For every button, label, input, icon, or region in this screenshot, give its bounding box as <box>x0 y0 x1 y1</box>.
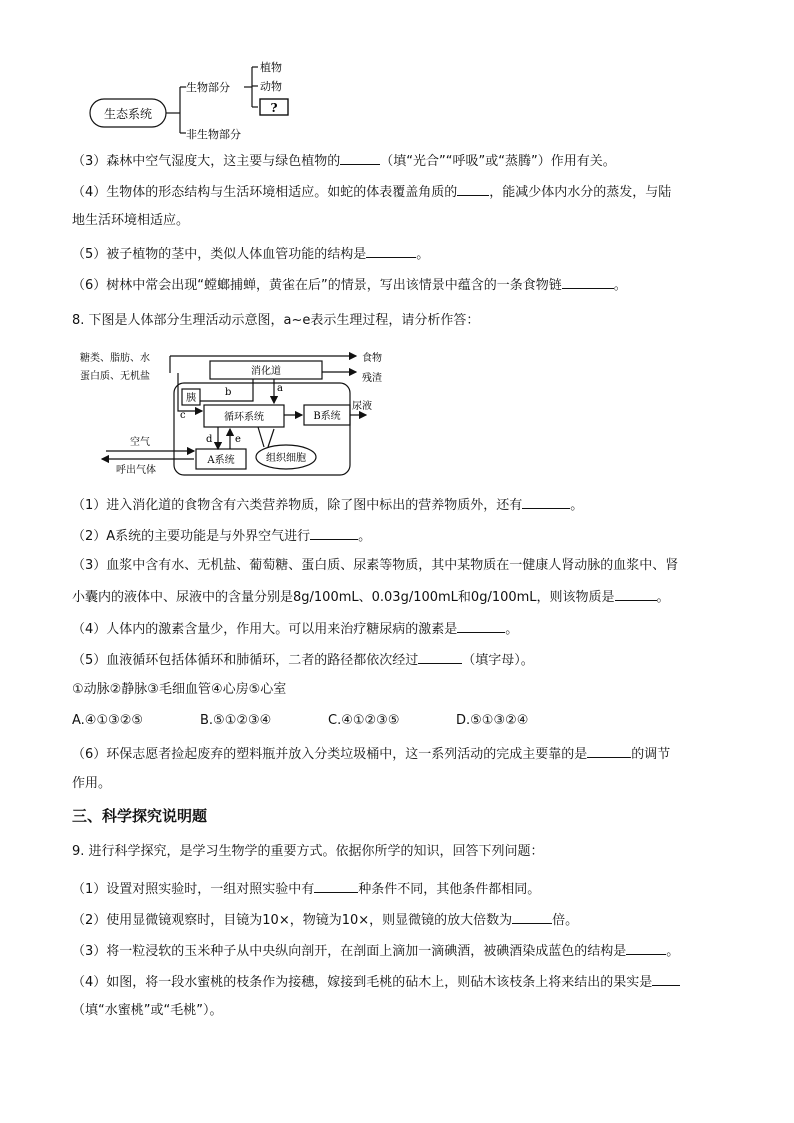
q8-blank-1[interactable] <box>522 495 570 509</box>
q8-line-6: （6）环保志愿者捡起废弃的塑料瓶并放入分类垃圾桶中，这一系列活动的完成主要靠的是 的调节 <box>72 744 732 764</box>
option-a[interactable]: A.④①③②⑤ <box>72 713 144 728</box>
q7-line-3: （3）森林中空气湿度大，这主要与绿色植物的 （填“光合”“呼吸”或“蒸腾”）作用有关。 <box>72 151 732 171</box>
q8-line-2: （2）A系统的主要功能是与外界空气进行 。 <box>72 526 732 546</box>
q7-line-5: （5）被子植物的茎中，类似人体血管功能的结构是 。 <box>72 244 732 264</box>
q7-blank-4[interactable] <box>457 182 489 196</box>
exhaled-gas-label: 呼出气体 <box>116 465 156 476</box>
option-d[interactable]: D.⑤①③②④ <box>456 713 529 728</box>
q9-line-4: （4）如图，将一段水蜜桃的枝条作为接穗，嫁接到毛桃的砧木上，则砧木该枝条上将来结出的果实是 <box>72 972 732 992</box>
pancreas-label: 胰 <box>186 393 196 404</box>
q9-title: 9. 进行科学探究，是学习生物学的重要方式。依据你所学的知识，回答下列问题： <box>72 844 544 859</box>
q8-title: 8. 下图是人体部分生理活动示意图，a~e表示生理过程，请分析作答： <box>72 313 480 328</box>
option-b[interactable]: B.⑤①②③④ <box>200 713 272 728</box>
q7-blank-6[interactable] <box>562 275 614 289</box>
abiotic-part-label: 非生物部分 <box>186 128 241 141</box>
q8-items: ①动脉②静脉③毛细血管④心房⑤心室 <box>72 682 287 697</box>
q9-blank-4[interactable] <box>652 972 680 986</box>
nutrients-label-1: 糖类、脂肪、水 <box>80 353 150 364</box>
q7-blank-3[interactable] <box>340 151 380 165</box>
q8-line-1: （1）进入消化道的食物含有六类营养物质，除了图中标出的营养物质外，还有 。 <box>72 495 732 515</box>
label-b: b <box>225 387 232 398</box>
plants-label: 植物 <box>260 61 282 74</box>
body-physiology-diagram <box>78 345 398 480</box>
q8-blank-4[interactable] <box>457 619 505 633</box>
q8-blank-5[interactable] <box>418 650 462 664</box>
label-c: c <box>180 410 186 421</box>
residue-label: 残渣 <box>362 373 382 384</box>
food-label: 食物 <box>362 353 382 364</box>
q8-line-6-cont: 作用。 <box>72 776 112 791</box>
q9-blank-1[interactable] <box>314 879 358 893</box>
section-3-heading: 三、科学探究说明题 <box>72 807 208 825</box>
animals-label: 动物 <box>260 80 282 93</box>
circulatory-system-label: 循环系统 <box>224 412 264 423</box>
tissue-cells-label: 组织细胞 <box>266 453 306 464</box>
q8-line-5: （5）血液循环包括体循环和肺循环，二者的路径都依次经过 （填字母）。 <box>72 650 732 670</box>
q9-blank-2[interactable] <box>512 910 552 924</box>
label-e: e <box>235 434 241 445</box>
q8-line-3: （3）血浆中含有水、无机盐、葡萄糖、蛋白质、尿素等物质，其中某物质在一健康人肾动脉的血浆中、肾 <box>72 558 679 573</box>
option-c[interactable]: C.④①②③⑤ <box>328 713 400 728</box>
q8-line-3-cont: 小囊内的液体中、尿液中的含量分别是8g/100mL、0.03g/100mL和0g/100mL，则该物质是 。 <box>72 587 732 607</box>
urine-label: 尿液 <box>352 401 372 412</box>
q9-line-3: （3）将一粒浸软的玉米种子从中央纵向剖开，在剖面上滴加一滴碘酒，被碘酒染成蓝色的结构是 。 <box>72 941 732 961</box>
q9-line-1: （1）设置对照实验时，一组对照实验中有 种条件不同，其他条件都相同。 <box>72 879 732 899</box>
q8-options <box>72 712 732 730</box>
air-label: 空气 <box>130 437 150 448</box>
q9-line-4-cont: （填“水蜜桃”或“毛桃”）。 <box>72 1003 223 1018</box>
digestive-tract-label: 消化道 <box>251 366 281 377</box>
q8-blank-6[interactable] <box>587 744 631 758</box>
q8-line-4: （4）人体内的激素含量少，作用大。可以用来治疗糖尿病的激素是 。 <box>72 619 732 639</box>
q7-line-6: （6）树林中常会出现“螳螂捕蝉，黄雀在后”的情景，写出该情景中蕴含的一条食物链 。 <box>72 275 732 295</box>
q8-blank-2[interactable] <box>310 526 358 540</box>
unknown-label: ? <box>270 101 278 115</box>
q8-blank-3[interactable] <box>615 587 657 601</box>
b-system-label: B系统 <box>313 411 341 422</box>
ecosystem-diagram <box>80 55 320 145</box>
q9-blank-3[interactable] <box>626 941 666 955</box>
nutrients-label-2: 蛋白质、无机盐 <box>80 371 150 382</box>
q7-line-4: （4）生物体的形态结构与生活环境相适应。如蛇的体表覆盖角质的 ，能减少体内水分的蒸发，与陆 <box>72 182 732 202</box>
a-system-label: A系统 <box>207 455 235 466</box>
q9-line-2: （2）使用显微镜观察时，目镜为10×，物镜为10×，则显微镜的放大倍数为 倍。 <box>72 910 732 930</box>
label-a: a <box>277 383 283 394</box>
biotic-part-label: 生物部分 <box>186 81 230 94</box>
q7-line-4-cont: 地生活环境相适应。 <box>72 213 190 228</box>
q7-blank-5[interactable] <box>366 244 416 258</box>
label-d: d <box>206 434 213 445</box>
ecosystem-root-label: 生态系统 <box>103 107 153 121</box>
